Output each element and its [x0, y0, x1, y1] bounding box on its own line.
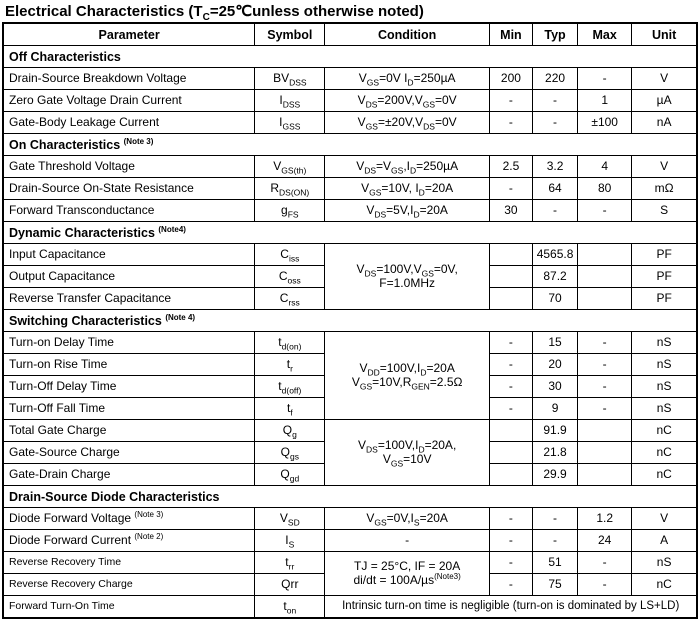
table-row — [3, 178, 697, 200]
unit-cell: nC — [632, 442, 697, 464]
unit-cell: nC — [632, 574, 697, 596]
unit-cell: nS — [632, 354, 697, 376]
max-cell — [578, 244, 632, 266]
typ-cell: 30 — [532, 376, 577, 398]
typ-cell: 91.9 — [532, 420, 577, 442]
condition-cell: $V_{GS}=10V$, $I_D=20A$ — [325, 178, 489, 200]
parameter-cell: Turn-Off Delay Time — [3, 376, 255, 398]
max-cell — [578, 266, 632, 288]
unit-cell: nC — [632, 420, 697, 442]
symbol-cell: $t_f$ — [255, 398, 325, 420]
typ-cell: 3.2 — [532, 156, 577, 178]
table-row — [3, 90, 697, 112]
unit-cell: mΩ — [632, 178, 697, 200]
table-body — [3, 46, 697, 619]
parameter-cell: Forward Transconductance — [3, 200, 255, 222]
unit-cell: PF — [632, 266, 697, 288]
header-cell: Max — [578, 23, 632, 46]
header-cell: Symbol — [255, 23, 325, 46]
condition-cell: $V_{GS}=0V$ $I_D=250\mu A$ — [325, 68, 489, 90]
max-cell: 1.2 — [578, 508, 632, 530]
typ-cell: - — [532, 530, 577, 552]
table-row — [3, 68, 697, 90]
unit-cell: A — [632, 530, 697, 552]
typ-cell: 20 — [532, 354, 577, 376]
unit-cell: V — [632, 508, 697, 530]
max-cell: 1 — [578, 90, 632, 112]
min-cell: - — [489, 530, 532, 552]
symbol-cell: $BV_{DSS}$ — [255, 68, 325, 90]
symbol-cell: $R_{DS(ON)}$ — [255, 178, 325, 200]
max-cell — [578, 420, 632, 442]
header-row — [3, 23, 697, 46]
parameter-cell: Gate-Body Leakage Current — [3, 112, 255, 134]
section-row — [3, 310, 697, 332]
condition-cell: $V_{DS}=200V,V_{GS}=0V$ — [325, 90, 489, 112]
min-cell — [489, 244, 532, 266]
electrical-characteristics-table-container — [0, 22, 700, 619]
unit-cell: V — [632, 156, 697, 178]
min-cell: 200 — [489, 68, 532, 90]
section-row — [3, 222, 697, 244]
typ-cell: 21.8 — [532, 442, 577, 464]
section-label: Off Characteristics — [3, 46, 697, 68]
symbol-cell: Qrr — [255, 574, 325, 596]
max-cell: - — [578, 68, 632, 90]
parameter-cell: Output Capacitance — [3, 266, 255, 288]
typ-cell: 9 — [532, 398, 577, 420]
typ-cell: 15 — [532, 332, 577, 354]
unit-cell: nS — [632, 332, 697, 354]
min-cell: - — [489, 574, 532, 596]
parameter-cell: Reverse Recovery Charge — [3, 574, 255, 596]
parameter-cell: Reverse Recovery Time — [3, 552, 255, 574]
parameter-cell: Zero Gate Voltage Drain Current — [3, 90, 255, 112]
table-row — [3, 244, 697, 266]
max-cell — [578, 464, 632, 486]
symbol-cell: $Q_{gd}$ — [255, 464, 325, 486]
symbol-cell: $I_{DSS}$ — [255, 90, 325, 112]
max-cell: - — [578, 200, 632, 222]
header-cell: Parameter — [3, 23, 255, 46]
table-row — [3, 508, 697, 530]
parameter-cell: Gate Threshold Voltage — [3, 156, 255, 178]
min-cell — [489, 442, 532, 464]
typ-cell: 64 — [532, 178, 577, 200]
max-cell: - — [578, 376, 632, 398]
electrical-characteristics-table — [2, 22, 698, 619]
parameter-cell: Forward Turn-On Time — [3, 596, 255, 619]
symbol-cell: $Q_{gs}$ — [255, 442, 325, 464]
min-cell: - — [489, 354, 532, 376]
symbol-cell: $I_{GSS}$ — [255, 112, 325, 134]
parameter-cell: Drain-Source Breakdown Voltage — [3, 68, 255, 90]
symbol-cell: $V_{GS(th)}$ — [255, 156, 325, 178]
condition-cell: $V_{GS}=\pm 20V,V_{DS}=0V$ — [325, 112, 489, 134]
max-cell: - — [578, 398, 632, 420]
unit-cell: nS — [632, 398, 697, 420]
condition-cell: $V_{DS}=100V,I_D=20A$, $V_{GS}=10V$ — [325, 420, 489, 486]
symbol-cell: $t_{on}$ — [255, 596, 325, 619]
min-cell: 2.5 — [489, 156, 532, 178]
symbol-cell: $t_{d(off)}$ — [255, 376, 325, 398]
max-cell: - — [578, 574, 632, 596]
section-row — [3, 46, 697, 68]
parameter-cell: Drain-Source On-State Resistance — [3, 178, 255, 200]
unit-cell: nS — [632, 376, 697, 398]
condition-span-cell: Intrinsic turn-on time is negligible (turn-on is dominated by LS+LD) — [325, 596, 697, 619]
symbol-cell: $t_r$ — [255, 354, 325, 376]
symbol-cell: $g_{FS}$ — [255, 200, 325, 222]
unit-cell: µA — [632, 90, 697, 112]
condition-cell: $V_{DS}=V_{GS},I_D=250\mu A$ — [325, 156, 489, 178]
symbol-cell: $I_S$ — [255, 530, 325, 552]
parameter-cell: Input Capacitance — [3, 244, 255, 266]
table-row — [3, 420, 697, 442]
table-row — [3, 530, 697, 552]
max-cell: - — [578, 552, 632, 574]
typ-cell: 70 — [532, 288, 577, 310]
header-cell: Condition — [325, 23, 489, 46]
parameter-cell: Gate-Source Charge — [3, 442, 255, 464]
min-cell — [489, 420, 532, 442]
table-row — [3, 552, 697, 574]
table-row — [3, 112, 697, 134]
typ-cell: - — [532, 508, 577, 530]
symbol-cell: $V_{SD}$ — [255, 508, 325, 530]
typ-cell: 51 — [532, 552, 577, 574]
unit-cell: PF — [632, 244, 697, 266]
unit-cell: nA — [632, 112, 697, 134]
parameter-cell: Reverse Transfer Capacitance — [3, 288, 255, 310]
typ-cell: 75 — [532, 574, 577, 596]
parameter-cell: Diode Forward Current $^{(Note 2)}$ — [3, 530, 255, 552]
unit-cell: V — [632, 68, 697, 90]
max-cell: 24 — [578, 530, 632, 552]
symbol-cell: $C_{iss}$ — [255, 244, 325, 266]
parameter-cell: Turn-on Delay Time — [3, 332, 255, 354]
unit-cell: PF — [632, 288, 697, 310]
parameter-cell: Total Gate Charge — [3, 420, 255, 442]
max-cell: - — [578, 354, 632, 376]
min-cell: - — [489, 398, 532, 420]
max-cell — [578, 442, 632, 464]
unit-cell: nC — [632, 464, 697, 486]
min-cell: - — [489, 508, 532, 530]
table-row — [3, 596, 697, 619]
symbol-cell: $Q_g$ — [255, 420, 325, 442]
typ-cell: 29.9 — [532, 464, 577, 486]
section-label: Drain-Source Diode Characteristics — [3, 486, 697, 508]
header-cell: Typ — [532, 23, 577, 46]
typ-cell: 220 — [532, 68, 577, 90]
condition-cell: $V_{DD}=100V,I_D=20A$ $V_{GS}=10V,R_{GEN}=2.5\Omega$ — [325, 332, 489, 420]
max-cell: - — [578, 332, 632, 354]
section-row — [3, 134, 697, 156]
typ-cell: - — [532, 200, 577, 222]
table-row — [3, 200, 697, 222]
parameter-cell: Turn-Off Fall Time — [3, 398, 255, 420]
symbol-cell: $t_{rr}$ — [255, 552, 325, 574]
table-row — [3, 332, 697, 354]
min-cell: - — [489, 178, 532, 200]
section-label: Dynamic Characteristics $^{(Note4)}$ — [3, 222, 697, 244]
min-cell: - — [489, 376, 532, 398]
symbol-cell: $t_{d(on)}$ — [255, 332, 325, 354]
typ-cell: 4565.8 — [532, 244, 577, 266]
page-title: Electrical Characteristics ($T_C=25℃unless$ otherwise noted) — [5, 3, 424, 23]
header-cell: Min — [489, 23, 532, 46]
typ-cell: - — [532, 90, 577, 112]
condition-cell: TJ = 25°C, IF = 20A di/dt = 100A/µs$^{(Note3)}$ — [325, 552, 489, 596]
max-cell — [578, 288, 632, 310]
max-cell: 4 — [578, 156, 632, 178]
condition-cell: $V_{DS}=5V,I_D=20A$ — [325, 200, 489, 222]
min-cell: - — [489, 332, 532, 354]
condition-cell: $V_{DS}=100V,V_{GS}=0V$, F=1.0MHz — [325, 244, 489, 310]
section-row — [3, 486, 697, 508]
min-cell: - — [489, 112, 532, 134]
min-cell: - — [489, 552, 532, 574]
min-cell: 30 — [489, 200, 532, 222]
min-cell: - — [489, 90, 532, 112]
max-cell: ±100 — [578, 112, 632, 134]
table-row — [3, 156, 697, 178]
min-cell — [489, 288, 532, 310]
header-cell: Unit — [632, 23, 697, 46]
unit-cell: nS — [632, 552, 697, 574]
typ-cell: 87.2 — [532, 266, 577, 288]
symbol-cell: $C_{oss}$ — [255, 266, 325, 288]
typ-cell: - — [532, 112, 577, 134]
parameter-cell: Gate-Drain Charge — [3, 464, 255, 486]
min-cell — [489, 266, 532, 288]
symbol-cell: $C_{rss}$ — [255, 288, 325, 310]
condition-cell: $V_{GS}=0V,I_S=20A$ — [325, 508, 489, 530]
parameter-cell: Turn-on Rise Time — [3, 354, 255, 376]
min-cell — [489, 464, 532, 486]
condition-cell: - — [325, 530, 489, 552]
parameter-cell: Diode Forward Voltage $^{(Note 3)}$ — [3, 508, 255, 530]
unit-cell: S — [632, 200, 697, 222]
section-label: On Characteristics $^{(Note 3)}$ — [3, 134, 697, 156]
max-cell: 80 — [578, 178, 632, 200]
section-label: Switching Characteristics $^{(Note 4)}$ — [3, 310, 697, 332]
